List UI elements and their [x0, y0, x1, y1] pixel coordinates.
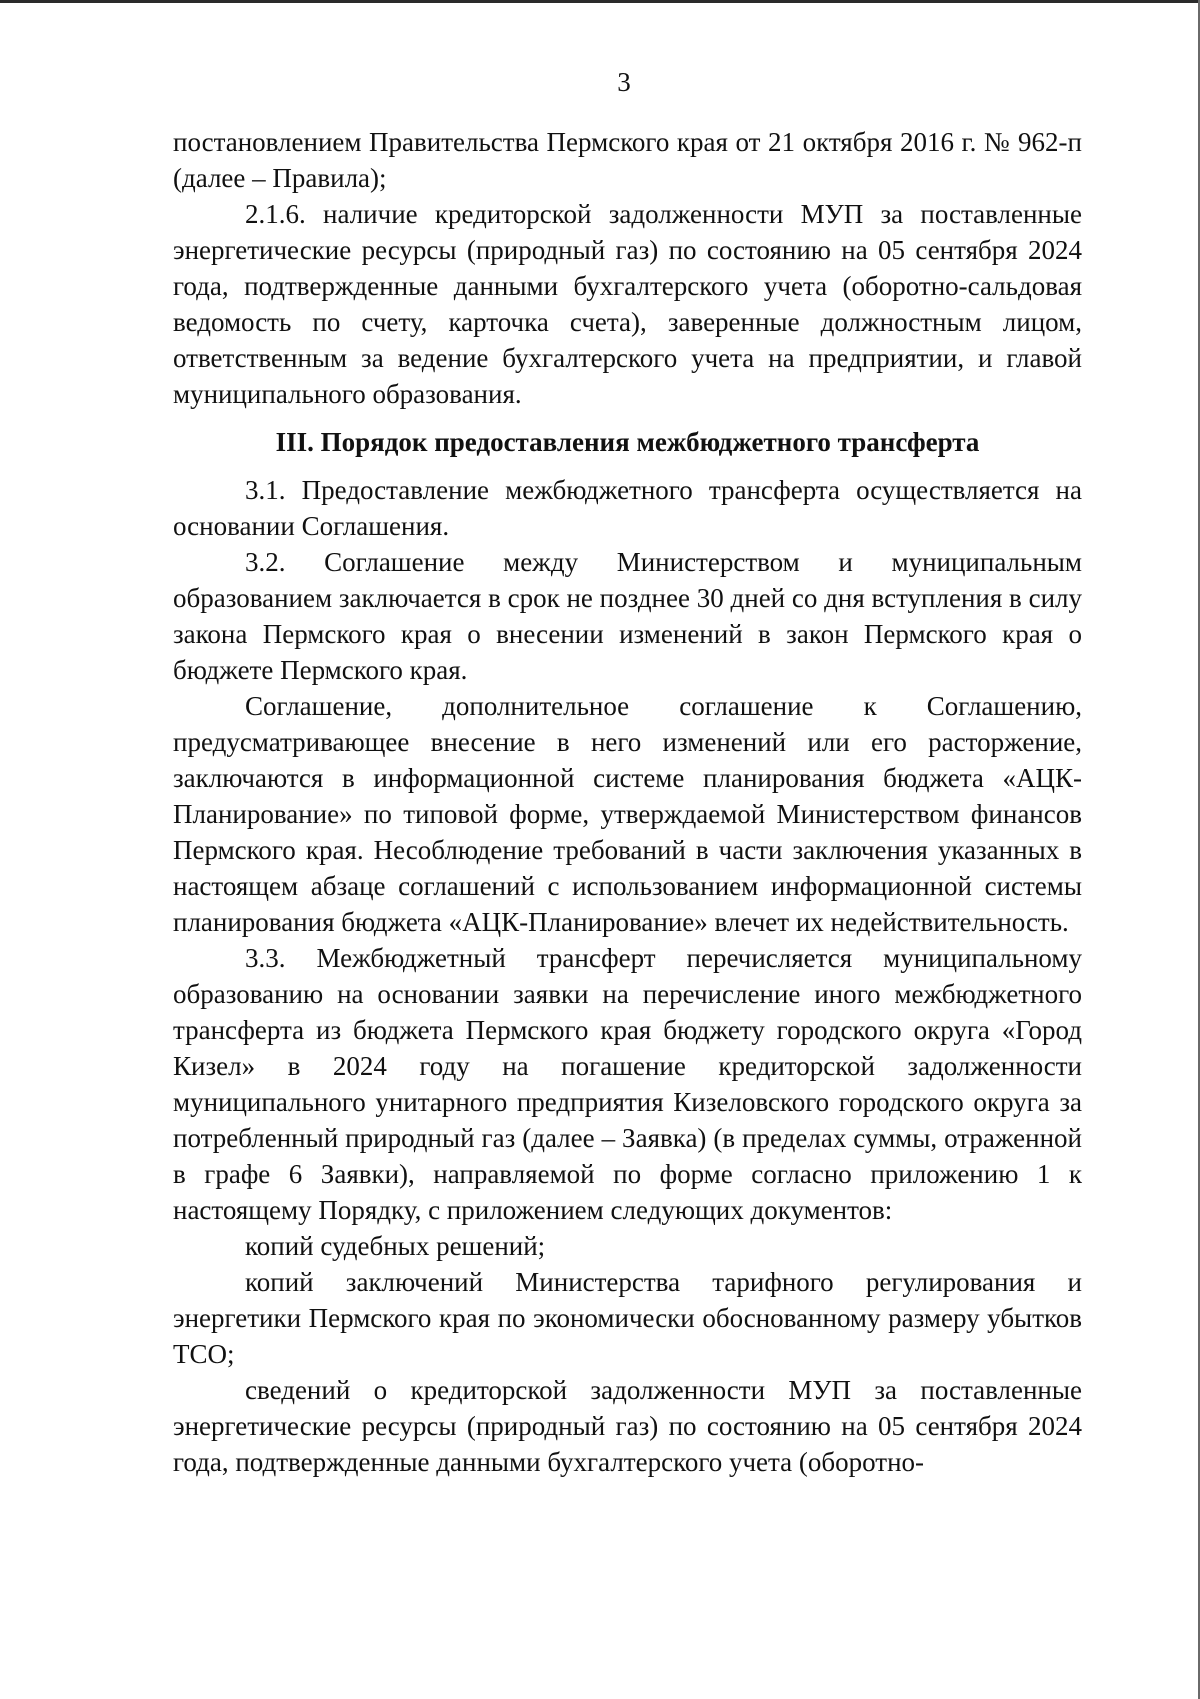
paragraph-2-1-6: 2.1.6. наличие кредиторской задолженности МУП за поставленные энергетические ресурсы (природный газ) по состоянию на 05 сентября 2024 года, подтвержденные данными бухгалтерского учета (оборотно-сальдовая ведомость по счету, карточка счета), заверенные должностным лицом, ответственным за ведение бухгалтерского учета на предприятии, и главой муниципального образования. [173, 199, 1082, 409]
paragraph-3-3: 3.3. Межбюджетный трансферт перечисляется муниципальному образованию на основании заявки на перечисление иного межбюджетного трансферта из бюджета Пермского края бюджету городского округа «Город Кизел» в 2024 году на погашение кредиторской задолженности муниципального унитарного предприятия Кизеловского городского округа за потребленный природный газ (далее – Заявка) (в пределах суммы, отраженной в графе 6 Заявки), направляемой по форме согласно приложению 1 к настоящему Порядку, с приложением следующих документов: [173, 943, 1082, 1225]
section-3-heading: III. Порядок предоставления межбюджетного трансферта [275, 427, 980, 457]
list-item-ministry-conclusions: копий заключений Министерства тарифного регулирования и энергетики Пермского края по экономически обоснованному размеру убытков ТСО; [173, 1267, 1082, 1369]
list-item-creditor-info: сведений о кредиторской задолженности МУП за поставленные энергетические ресурсы (природный газ) по состоянию на 05 сентября 2024 года, подтвержденные данными бухгалтерского учета (оборотно- [173, 1375, 1082, 1477]
paragraph-3-1: 3.1. Предоставление межбюджетного трансферта осуществляется на основании Соглашения. [173, 475, 1082, 541]
document-body [173, 124, 1082, 1480]
list-item-court-decisions: копий судебных решений; [245, 1231, 546, 1261]
page-number: 3 [617, 67, 631, 97]
intro-continuation: постановлением Правительства Пермского края от 21 октября 2016 г. № 962-п (далее – Правила); [173, 127, 1082, 193]
paragraph-3-2: 3.2. Соглашение между Министерством и муниципальным образованием заключается в срок не позднее 30 дней со дня вступления в силу закона Пермского края о внесении изменений в закон Пермского края о бюджете Пермского края. [173, 547, 1082, 685]
paragraph-3-2-agreement-form: Соглашение, дополнительное соглашение к Соглашению, предусматривающее внесение в него изменений или его расторжение, заключаются в информационной системе планирования бюджета «АЦК-Планирование» по типовой форме, утверждаемой Министерством финансов Пермского края. Несоблюдение требований в части заключения указанных в настоящем абзаце соглашений с использованием информационной системы планирования бюджета «АЦК-Планирование» влечет их недействительность. [173, 691, 1082, 937]
